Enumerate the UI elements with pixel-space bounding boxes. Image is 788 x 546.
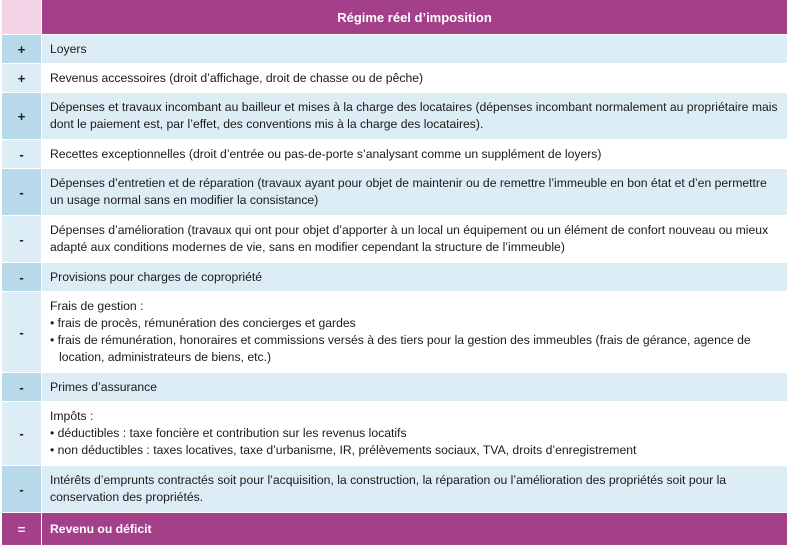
table-row	[2, 373, 788, 402]
list-item: • déductibles : taxe foncière et contribution sur les revenus locatifs	[50, 425, 779, 442]
table-title: Régime réel d’imposition	[42, 0, 788, 35]
row-sign: -	[2, 263, 42, 292]
table-header-row	[2, 0, 788, 35]
row-text: Dépenses d’entretien et de réparation (travaux ayant pour objet de maintenir ou de remettre l’immeuble en bon état et d’en permettre un usage normal sans en modifier la consistance)	[42, 169, 788, 216]
row-text: Revenus accessoires (droit d’affichage, droit de chasse ou de pêche)	[42, 64, 788, 93]
table-row	[2, 216, 788, 263]
row-sign: -	[2, 140, 42, 169]
table-row	[2, 64, 788, 93]
table-row	[2, 402, 788, 466]
table-row	[2, 263, 788, 292]
total-sign: =	[2, 513, 42, 546]
table-row	[2, 466, 788, 513]
list-item: • non déductibles : taxes locatives, taxe d’urbanisme, IR, prélèvements sociaux, TVA, droits d’enregistrement	[50, 442, 779, 459]
row-sign: -	[2, 292, 42, 373]
row-text	[42, 292, 788, 373]
list-item: • frais de rémunération, honoraires et commissions versés à des tiers pour la gestion des immeubles (frais de gérance, agence de location, administrateurs de biens, etc.)	[50, 332, 779, 366]
row-sign: +	[2, 35, 42, 64]
row-text: Provisions pour charges de copropriété	[42, 263, 788, 292]
bullet-list	[50, 425, 779, 459]
row-sign: -	[2, 169, 42, 216]
row-text: Loyers	[42, 35, 788, 64]
table-row	[2, 292, 788, 373]
row-sign: -	[2, 216, 42, 263]
list-item: • frais de procès, rémunération des concierges et gardes	[50, 315, 779, 332]
regime-reel-table	[1, 0, 788, 546]
row-heading: Impôts :	[50, 409, 94, 423]
row-text: Dépenses d’amélioration (travaux qui ont pour objet d’apporter à un local un équipement ou un élément de confort nouveau ou mieux adapté aux conditions modernes de vie, sans en modifier cependant la structure de l’immeuble)	[42, 216, 788, 263]
row-sign: +	[2, 64, 42, 93]
total-label: Revenu ou déficit	[42, 513, 788, 546]
row-sign: +	[2, 93, 42, 140]
row-text	[42, 402, 788, 466]
row-text: Primes d’assurance	[42, 373, 788, 402]
table-row	[2, 35, 788, 64]
row-text: Dépenses et travaux incombant au bailleur et mises à la charge des locataires (dépenses incombant normalement au propriétaire mais dont le paiement est, par l’effet, des conventions mis à la charge des locataires).	[42, 93, 788, 140]
row-sign: -	[2, 373, 42, 402]
table-row	[2, 169, 788, 216]
row-text: Recettes exceptionnelles (droit d’entrée ou pas-de-porte s’analysant comme un supplément de loyers)	[42, 140, 788, 169]
row-sign: -	[2, 402, 42, 466]
row-text: Intérêts d’emprunts contractés soit pour l’acquisition, la construction, la réparation ou l’amélioration des propriétés soit pour la conservation des propriétés.	[42, 466, 788, 513]
row-sign: -	[2, 466, 42, 513]
bullet-list	[50, 315, 779, 366]
total-row	[2, 513, 788, 546]
table-row	[2, 140, 788, 169]
header-sign-cell	[2, 0, 42, 35]
row-heading: Frais de gestion :	[50, 299, 144, 313]
table-row	[2, 93, 788, 140]
